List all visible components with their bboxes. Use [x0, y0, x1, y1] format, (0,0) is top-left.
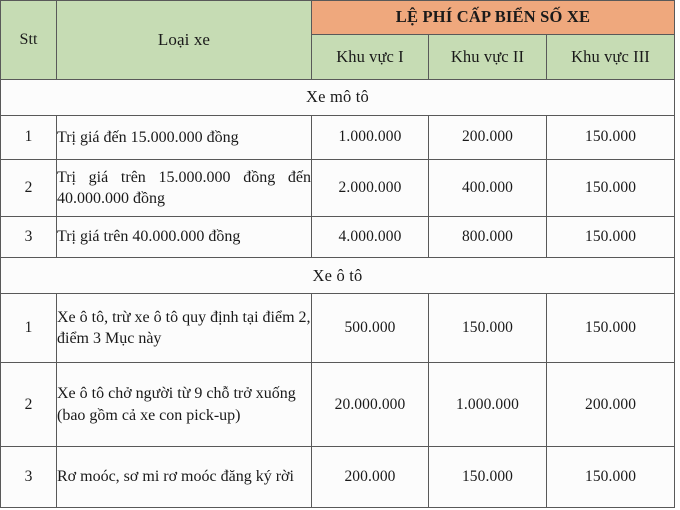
table-header: [1, 1, 675, 80]
row-fee-zone-2: 800.000: [429, 217, 547, 258]
section-title-car: Xe ô tô: [1, 257, 675, 293]
row-index: 3: [1, 447, 57, 508]
row-index: 2: [1, 363, 57, 447]
table-body: [1, 79, 675, 507]
column-header-zone-1: Khu vực I: [312, 34, 429, 79]
row-fee-zone-1: 200.000: [312, 447, 429, 508]
row-fee-zone-2: 1.000.000: [429, 363, 547, 447]
row-fee-zone-3: 150.000: [547, 159, 675, 217]
row-vehicle-type: Xe ô tô, trừ xe ô tô quy định tại điểm 2, điểm 3 Mục này: [57, 294, 312, 363]
row-index: 1: [1, 116, 57, 160]
section-header-row: [1, 79, 675, 115]
row-fee-zone-2: 200.000: [429, 116, 547, 160]
row-fee-zone-1: 4.000.000: [312, 217, 429, 258]
row-index: 2: [1, 159, 57, 217]
row-fee-zone-3: 150.000: [547, 116, 675, 160]
section-header-row: [1, 257, 675, 293]
table-row: [1, 447, 675, 508]
table-row: [1, 294, 675, 363]
table-row: [1, 159, 675, 217]
row-vehicle-type: Trị giá trên 15.000.000 đồng đến 40.000.000 đồng: [57, 159, 312, 217]
row-fee-zone-2: 400.000: [429, 159, 547, 217]
row-vehicle-type: Xe ô tô chở người từ 9 chỗ trở xuống (bao gồm cả xe con pick-up): [57, 363, 312, 447]
table-row: [1, 363, 675, 447]
row-vehicle-type: Trị giá trên 40.000.000 đồng: [57, 217, 312, 258]
column-header-zone-2: Khu vực II: [429, 34, 547, 79]
section-title-motorbike: Xe mô tô: [1, 79, 675, 115]
row-fee-zone-3: 150.000: [547, 217, 675, 258]
row-fee-zone-3: 150.000: [547, 294, 675, 363]
column-header-fee-group: [312, 1, 675, 35]
column-header-vehicle-type: Loại xe: [57, 1, 312, 80]
fee-group-band: LỆ PHÍ CẤP BIỂN SỐ XE: [312, 1, 674, 34]
row-vehicle-type: Trị giá đến 15.000.000 đồng: [57, 116, 312, 160]
table-row: [1, 217, 675, 258]
row-fee-zone-1: 500.000: [312, 294, 429, 363]
row-index: 1: [1, 294, 57, 363]
header-row-top: [1, 1, 675, 35]
row-index: 3: [1, 217, 57, 258]
row-fee-zone-3: 150.000: [547, 447, 675, 508]
row-vehicle-type: Rơ moóc, sơ mi rơ moóc đăng ký rời: [57, 447, 312, 508]
row-fee-zone-2: 150.000: [429, 447, 547, 508]
column-header-stt: Stt: [1, 1, 57, 80]
row-fee-zone-2: 150.000: [429, 294, 547, 363]
column-header-zone-3: Khu vực III: [547, 34, 675, 79]
row-fee-zone-3: 200.000: [547, 363, 675, 447]
table-row: [1, 116, 675, 160]
row-fee-zone-1: 2.000.000: [312, 159, 429, 217]
row-fee-zone-1: 1.000.000: [312, 116, 429, 160]
row-fee-zone-1: 20.000.000: [312, 363, 429, 447]
